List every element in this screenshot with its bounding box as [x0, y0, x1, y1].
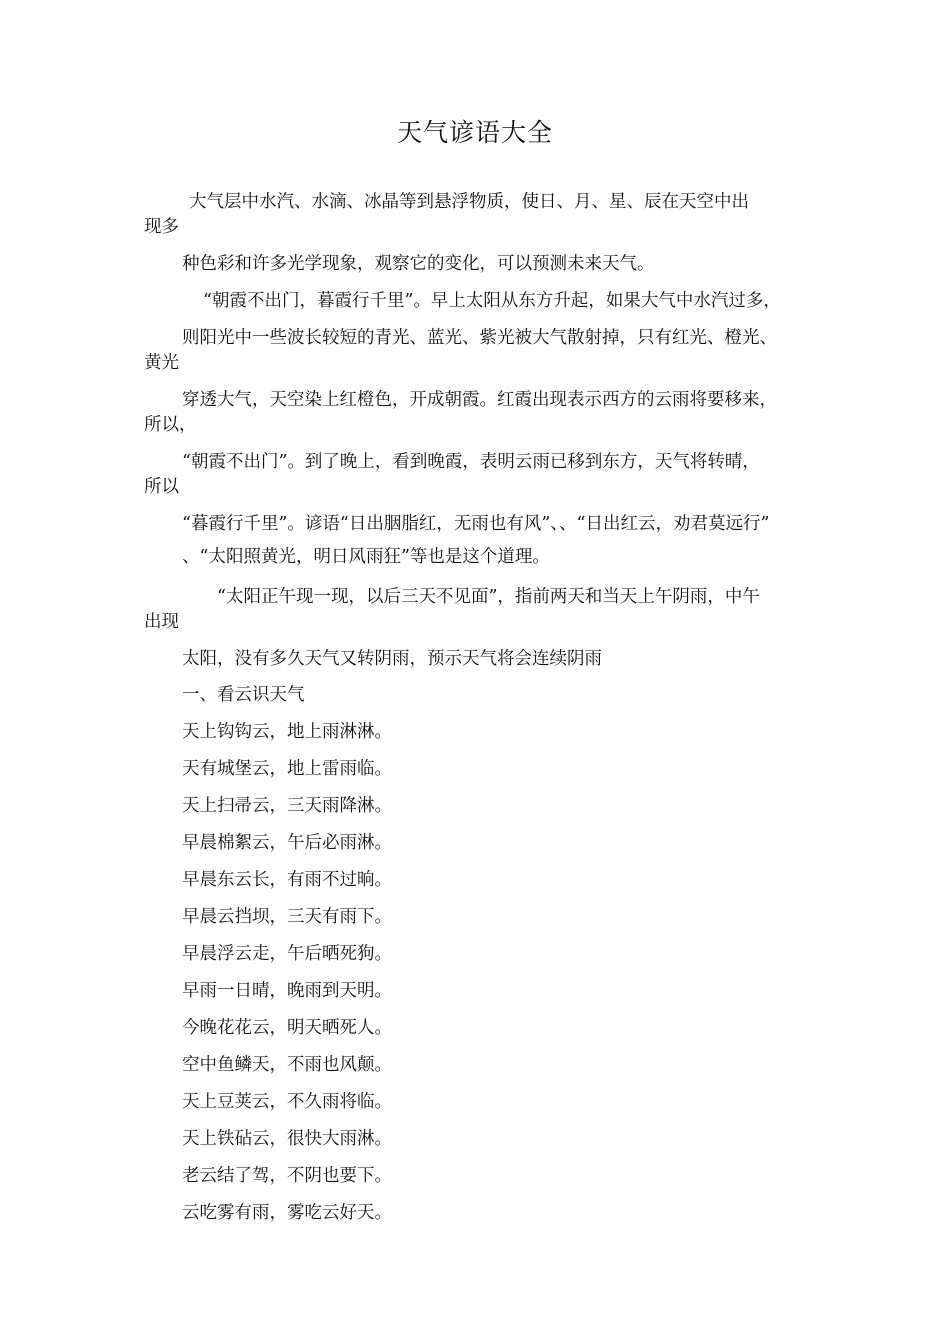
zhaoxia-line-5: “暮霞行千里”。谚语“日出胭脂红，无雨也有风”、、“日出红云，劝君莫远行” [182, 514, 770, 534]
list-item: 今晚花花云，明天晒死人。 [182, 1018, 392, 1038]
taiyang-line-2: 太阳，没有多久天气又转阴雨，预示天气将会连续阴雨 [182, 649, 602, 669]
zhaoxia-line-3b: 所以， [144, 415, 197, 435]
list-item: 早晨棉絮云，午后必雨淋。 [182, 833, 392, 853]
list-item: 早晨云挡坝，三天有雨下。 [182, 907, 392, 927]
list-item: 天上钩钩云，地上雨淋淋。 [182, 722, 392, 742]
zhaoxia-line-3a: 穿透大气，天空染上红橙色，开成朝霞。红霞出现表示西方的云雨将要移来， [182, 390, 777, 410]
taiyang-line-1b: 出现 [144, 612, 179, 632]
list-item: 老云结了驾，不阴也要下。 [182, 1166, 392, 1186]
list-item: 空中鱼鳞天，不雨也风颠。 [182, 1055, 392, 1075]
list-item: 天上豆荚云，不久雨将临。 [182, 1092, 392, 1112]
zhaoxia-line-6: 、“太阳照黄光，明日风雨狂”等也是这个道理。 [182, 547, 550, 567]
intro-line-2: 现多 [144, 217, 179, 237]
zhaoxia-line-2a: 则阳光中一些波长较短的青光、蓝光、紫光被大气散射掉，只有红光、橙光、 [182, 328, 777, 348]
list-item: 天上扫帚云，三天雨降淋。 [182, 796, 392, 816]
list-item: 天有城堡云，地上雷雨临。 [182, 759, 392, 779]
document-title: 天气谚语大全 [396, 118, 553, 147]
zhaoxia-line-1: “朝霞不出门，暮霞行千里”。早上太阳从东方升起，如果大气中水汽过多， [203, 291, 781, 311]
taiyang-line-1a: “太阳正午现一现，以后三天不见面”，指前两天和当天上午阴雨，中午 [217, 587, 760, 607]
intro-line-3: 种色彩和许多光学现象，观察它的变化，可以预测未来天气。 [182, 254, 655, 274]
zhaoxia-line-2b: 黄光 [144, 353, 179, 373]
list-item: 早晨东云长，有雨不过晌。 [182, 870, 392, 890]
section-heading: 一、看云识天气 [182, 685, 305, 705]
list-item: 天上铁砧云，很快大雨淋。 [182, 1129, 392, 1149]
intro-line-1: 大气层中水汽、水滴、冰晶等到悬浮物质，使日、月、星、辰在天空中出 [189, 192, 749, 212]
list-item: 早雨一日晴，晚雨到天明。 [182, 981, 392, 1001]
zhaoxia-line-4a: “朝霞不出门”。到了晚上，看到晚霞，表明云雨已移到东方，天气将转晴， [182, 452, 760, 472]
zhaoxia-line-4b: 所以 [144, 477, 179, 497]
list-item: 云吃雾有雨，雾吃云好天。 [182, 1203, 392, 1223]
list-item: 早晨浮云走，午后晒死狗。 [182, 944, 392, 964]
